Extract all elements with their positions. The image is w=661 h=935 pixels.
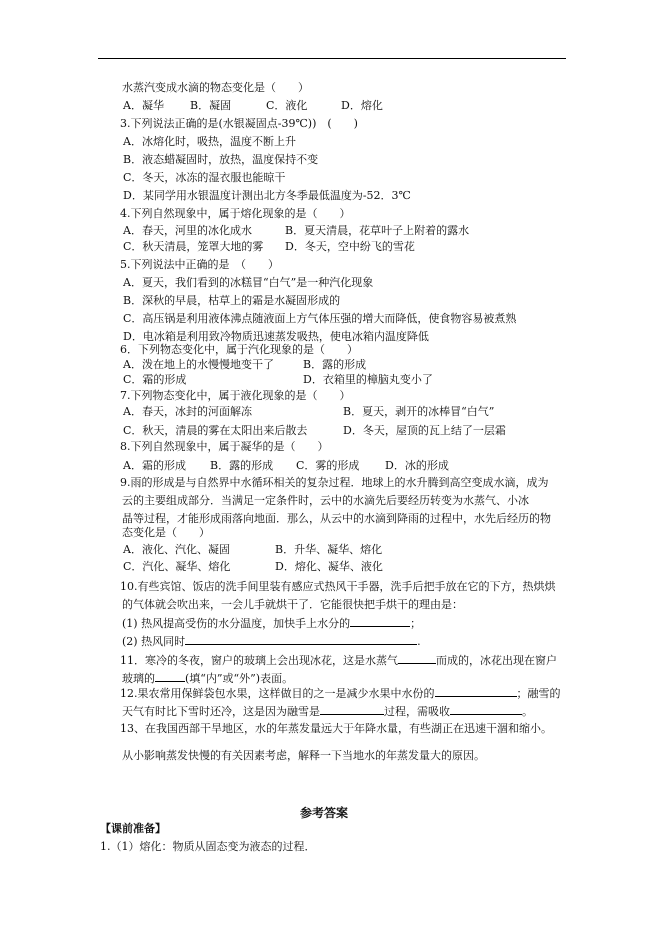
answers-title: 参考答案	[300, 806, 349, 820]
answer-blank	[185, 634, 417, 645]
question-9-option-c: C．汽化、凝华、熔化	[123, 560, 231, 573]
question-12-line-2	[122, 704, 533, 719]
question-6-option-a: A．泼在地上的水慢慢地变干了	[123, 358, 274, 371]
question-10-part-2-end: .	[417, 635, 421, 648]
answer-blank	[435, 686, 517, 697]
question-4-option-a: A．春天，河里的冰化成水	[123, 224, 252, 237]
question-9-line-4: 态变化是（ ）	[122, 526, 210, 539]
question-2-option-c: C．液化	[266, 99, 308, 112]
question-7-option-d: D．冬天，屋顶的瓦上结了一层霜	[343, 424, 506, 437]
question-4-option-d: D．冬天，空中纷飞的雪花	[285, 240, 415, 253]
question-6-option-d: D．衣箱里的樟脑丸变小了	[303, 373, 433, 386]
question-11-line-2	[122, 671, 293, 686]
question-13-line-2: 从小影响蒸发快慢的有关因素考虑，解释一下当地水的年蒸发量大的原因。	[122, 749, 485, 762]
answer-blank	[320, 704, 384, 715]
answer-blank	[350, 616, 410, 627]
question-4-stem: 4.下列自然现象中，属于熔化现象的是（ ）	[120, 207, 351, 220]
question-4-option-b: B．夏天清晨，花草叶子上附着的露水	[285, 224, 470, 237]
question-6-option-b: B．露的形成	[303, 358, 367, 371]
question-7-option-c: C．秋天，清晨的雾在太阳出来后散去	[123, 424, 308, 437]
question-12-line-1	[120, 686, 561, 701]
question-9-line-2: 云的主要组成部分．当满足一定条件时，云中的水滴先后要经历转变为水蒸气、小冰	[122, 494, 529, 507]
question-8-option-b: B．露的形成	[210, 459, 274, 472]
question-9-line-1: 9.雨的形成是与自然界中水循环相关的复杂过程．地球上的水升腾到高空变成水滴，成为	[120, 476, 549, 489]
answer-blank	[450, 704, 522, 715]
question-9-option-a: A．液化、汽化、凝固	[123, 543, 230, 556]
answers-item-1: 1.（1）熔化：物质从固态变为液态的过程．	[100, 840, 316, 853]
question-12-text-c: 天气有时比下雪时还冷，这是因为融雪是	[122, 705, 320, 718]
question-3-option-d: D．某同学用水银温度计测出北方冬季最低温度为-52．3℃	[123, 189, 411, 202]
question-2-stem: 水蒸汽变成水滴的物态变化是（ ）	[122, 81, 309, 94]
question-11-text-c: 玻璃的	[122, 672, 155, 685]
question-5-option-a: A．夏天，我们看到的冰糕冒“白气”是一种汽化现象	[123, 276, 374, 289]
question-10-part-1-end: ；	[410, 617, 422, 630]
question-8-option-c: C．雾的形成	[296, 459, 360, 472]
question-9-option-d: D．熔化、凝华、液化	[275, 560, 383, 573]
question-12-text-e: 。	[522, 705, 533, 718]
question-10-part-2	[122, 634, 421, 649]
question-10-part-1-text: (1) 热风提高受伤的水分温度，加快手上水分的	[122, 617, 351, 630]
header-rule	[98, 58, 566, 59]
question-3-stem: 3.下列说法正确的是(水银凝固点-39℃)) ( )	[120, 117, 358, 130]
question-12-text-b: ；融雪的	[516, 687, 561, 700]
question-2-option-d: D．熔化	[341, 99, 383, 112]
question-7-option-b: B．夏天，剥开的冰棒冒“白气”	[343, 405, 495, 418]
question-11-text-d: (填“内”或“外”)表面。	[185, 672, 294, 685]
question-6-stem: 6．下列物态变化中，属于汽化现象的是（ ）	[120, 343, 358, 356]
answer-blank	[155, 671, 185, 682]
question-11-text-b: 而成的，冰花出现在窗户	[436, 654, 557, 667]
question-9-line-3: 晶等过程，才能形成雨落向地面．那么，从云中的水滴到降雨的过程中，水先后经历的物	[122, 512, 551, 525]
question-10-part-2-text: (2) 热风同时	[122, 635, 186, 648]
question-2-option-b: B．凝固	[190, 99, 232, 112]
question-3-option-b: B．液态蜡凝固时，放热，温度保持不变	[123, 153, 319, 166]
question-7-stem: 7.下列物态变化中，属于液化现象的是（ ）	[120, 389, 351, 402]
question-11-line-1	[120, 653, 557, 668]
question-10-line-1: 10.有些宾馆、饭店的洗手间里装有感应式热风干手器，洗手后把手放在它的下方，热烘烘	[120, 580, 556, 593]
question-6-option-c: C．霜的形成	[123, 373, 187, 386]
question-10-part-1	[122, 616, 421, 631]
question-5-option-d: D．电冰箱是利用致冷物质迅速蒸发吸热，使电冰箱内温度降低	[123, 330, 429, 343]
question-2-option-a: A．凝华	[123, 99, 164, 112]
question-5-option-b: B．深秋的早晨，枯草上的霜是水凝固形成的	[123, 294, 341, 307]
question-4-option-c: C．秋天清晨，笼罩大地的雾	[123, 240, 264, 253]
question-8-option-a: A．霜的形成	[123, 459, 186, 472]
question-3-option-a: A．冰熔化时，吸热，温度不断上升	[123, 135, 296, 148]
question-10-line-2: 的气体就会吹出来，一会儿手就烘干了．它能很快把手烘干的理由是：	[122, 598, 463, 611]
question-11-text-a: 11．寒冷的冬夜，窗户的玻璃上会出现冰花，这是水蒸气	[120, 654, 398, 667]
question-5-option-c: C．高压锅是利用液体沸点随液面上方气体压强的增大而降低，使食物容易被煮熟	[123, 312, 517, 325]
answers-section-label: 【课前准备】	[100, 822, 166, 835]
question-8-stem: 8.下列自然现象中，属于凝华的是（ ）	[120, 440, 329, 453]
question-12-text-d: 过程，需吸收	[384, 705, 450, 718]
question-12-text-a: 12.果农常用保鲜袋包水果，这样做目的之一是减少水果中水份的	[120, 687, 435, 700]
question-5-stem: 5.下列说法中正确的是 （ ）	[120, 258, 279, 271]
question-8-option-d: D．冰的形成	[385, 459, 449, 472]
question-9-option-b: B．升华、凝华、熔化	[275, 543, 383, 556]
question-13-line-1: 13、在我国西部干旱地区，水的年蒸发量远大于年降水量，有些湖正在迅速干涸和缩小。	[120, 722, 552, 735]
question-7-option-a: A．春天，冰封的河面解冻	[123, 405, 252, 418]
question-3-option-c: C．冬天，冰冻的湿衣服也能晾干	[123, 171, 286, 184]
answer-blank	[398, 653, 436, 664]
